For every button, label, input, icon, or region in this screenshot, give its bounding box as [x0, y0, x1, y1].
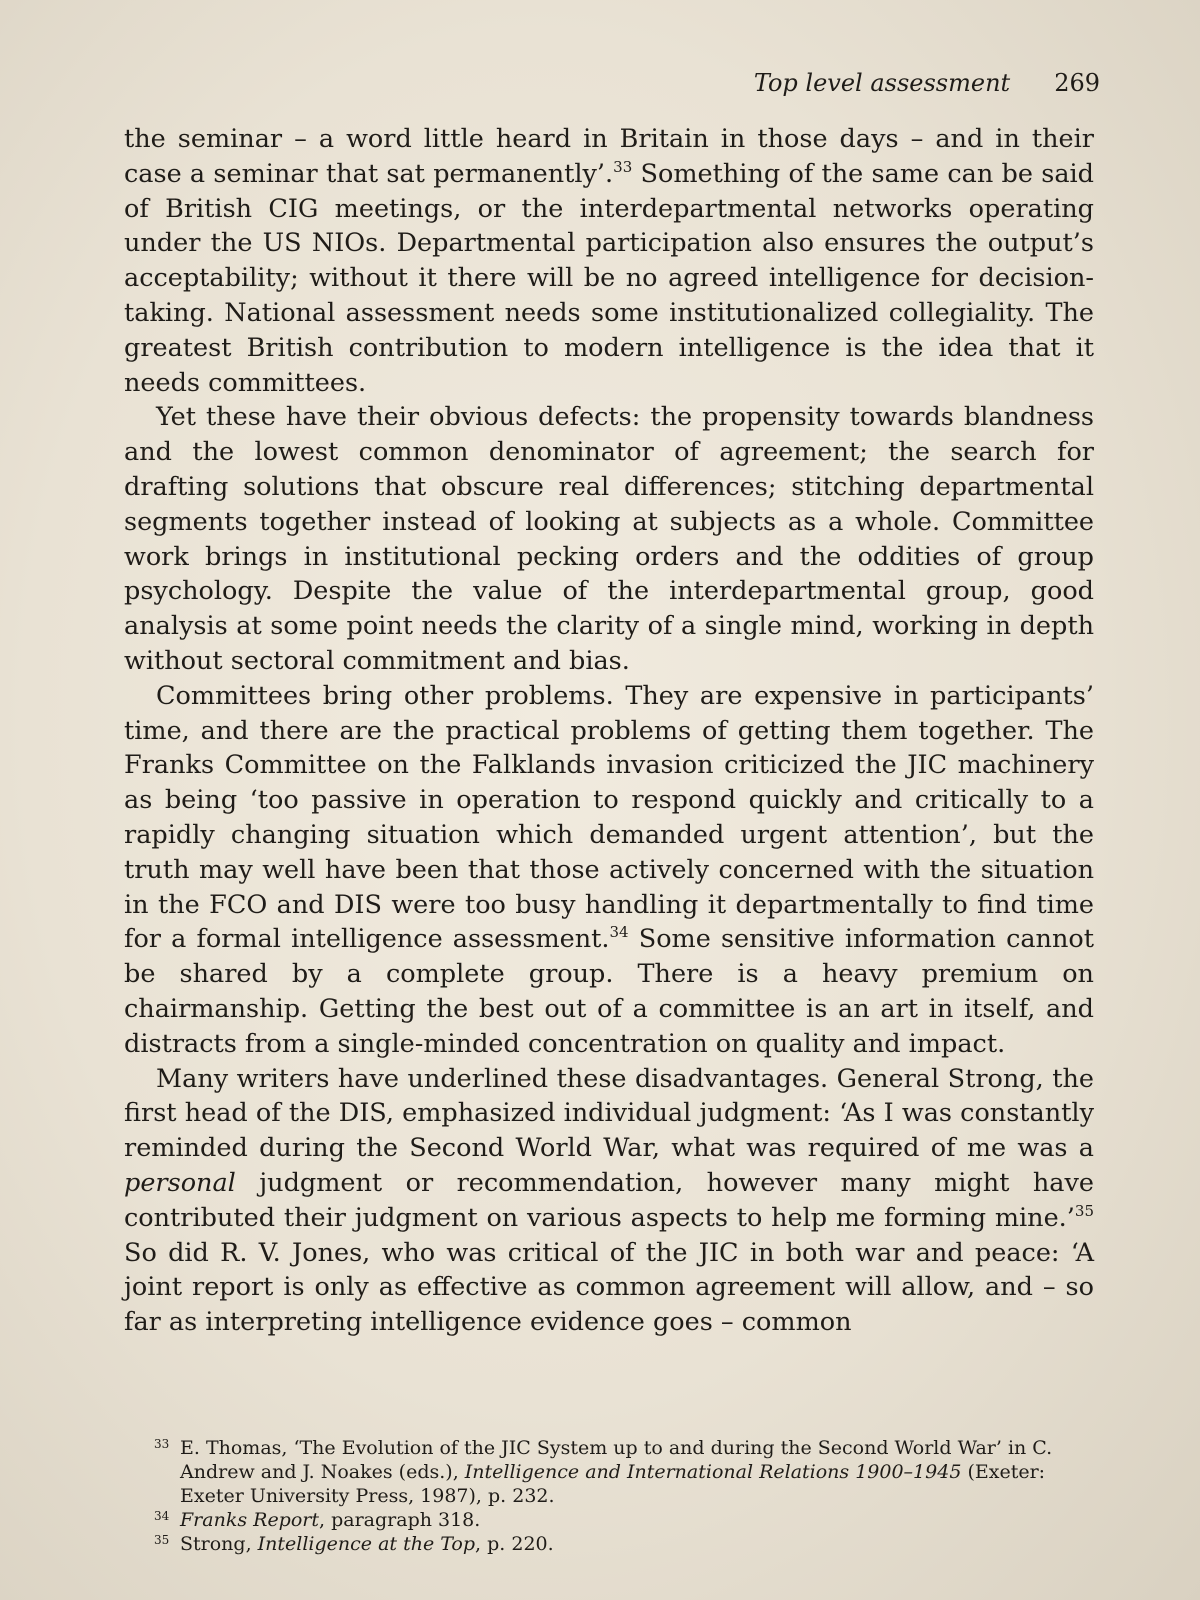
paragraph: Yet these have their obvious defects: the propensity towards blandness and the lowest common denominator of agreement; the search for drafting solutions that obscure real differences; stitching departmental segments together instead of looking at subjects as a whole. Committee work brings in institutional pecking orders and the oddities of group psychology. Despite the value of the interdepartmental group, good analysis at some point needs the clarity of a single mind, working in depth without sectoral commitment and bias. — [124, 402, 1094, 676]
footnote — [154, 1436, 1069, 1508]
body-text — [124, 122, 1094, 1340]
italic-text: Intelligence and International Relations 1900–1945 — [464, 1461, 962, 1483]
page-number: 269 — [1054, 69, 1100, 97]
running-title: Top level assessment — [753, 69, 1011, 97]
footnote-text: Strong, Intelligence at the Top, p. 220. — [180, 1533, 554, 1555]
italic-text: Intelligence at the Top — [257, 1533, 476, 1555]
italic-text: Franks Report — [180, 1509, 320, 1531]
running-head — [0, 68, 1100, 98]
footnote — [154, 1532, 1069, 1556]
footnote-text: E. Thomas, ‘The Evolution of the JIC System up to and during the Second World War’ in C. Andrew and J. Noakes (eds.), Intelligence and International Relations 1900–1945 (Exeter: Exeter University Press, 1987), p. 232. — [180, 1437, 1053, 1507]
footnote-number: 33 — [154, 1437, 170, 1451]
footnote-ref: 35 — [1074, 1201, 1094, 1220]
footnote-number: 34 — [154, 1509, 170, 1523]
footnote-ref: 34 — [609, 923, 629, 942]
paragraph: Committees bring other problems. They are expensive in participants’ time, and there are the practical problems of getting them together. The Franks Committee on the Falklands invasion criticized the JIC machinery as being ‘too passive in operation to respond quickly and critically to a rapidly changing situation which demanded urgent attention’, but the truth may well have been that those actively concerned with the situation in the FCO and DIS were too busy handling it departmentally to find time for a formal intelligence assessment.$^{34}$ Some sensitive information cannot be shared by a complete group. There is a heavy premium on chairmanship. Getting the best out of a committee is an art in itself, and distracts from a single-minded concentration on quality and impact. — [124, 680, 1094, 1059]
paragraph: Many writers have underlined these disadvantages. General Strong, the first head of the DIS, emphasized individual judgment: ‘As I was constantly reminded during the Second World War, what was required of me was a personal judgment or recommendation, however many might have contributed their judgment on various aspects to help me forming mine.’$^{35}$ So did R. V. Jones, who was critical of the JIC in both war and peace: ‘A joint report is only as effective as common agreement will allow, and – so far as interpreting intelligence evidence goes – common — [124, 1063, 1094, 1338]
paragraph: the seminar – a word little heard in Britain in those days – and in their case a seminar that sat permanently’.$^{33}$ Something of the same can be said of British CIG meetings, or the interdepartmental networks operating under the US NIOs. Departmental participation also ensures the output’s acceptability; without it there will be no agreed intelligence for decision-taking. National assessment needs some institutionalized collegiality. The greatest British contribution to modern intelligence is the idea that it needs committees. — [124, 124, 1095, 398]
footnote-ref: 33 — [613, 157, 633, 176]
footnote — [154, 1508, 1069, 1532]
footnote-text: Franks Report, paragraph 318. — [180, 1509, 481, 1531]
footnote-number: 35 — [154, 1533, 170, 1547]
footnotes — [154, 1436, 1069, 1556]
italic-text: personal — [124, 1167, 236, 1198]
